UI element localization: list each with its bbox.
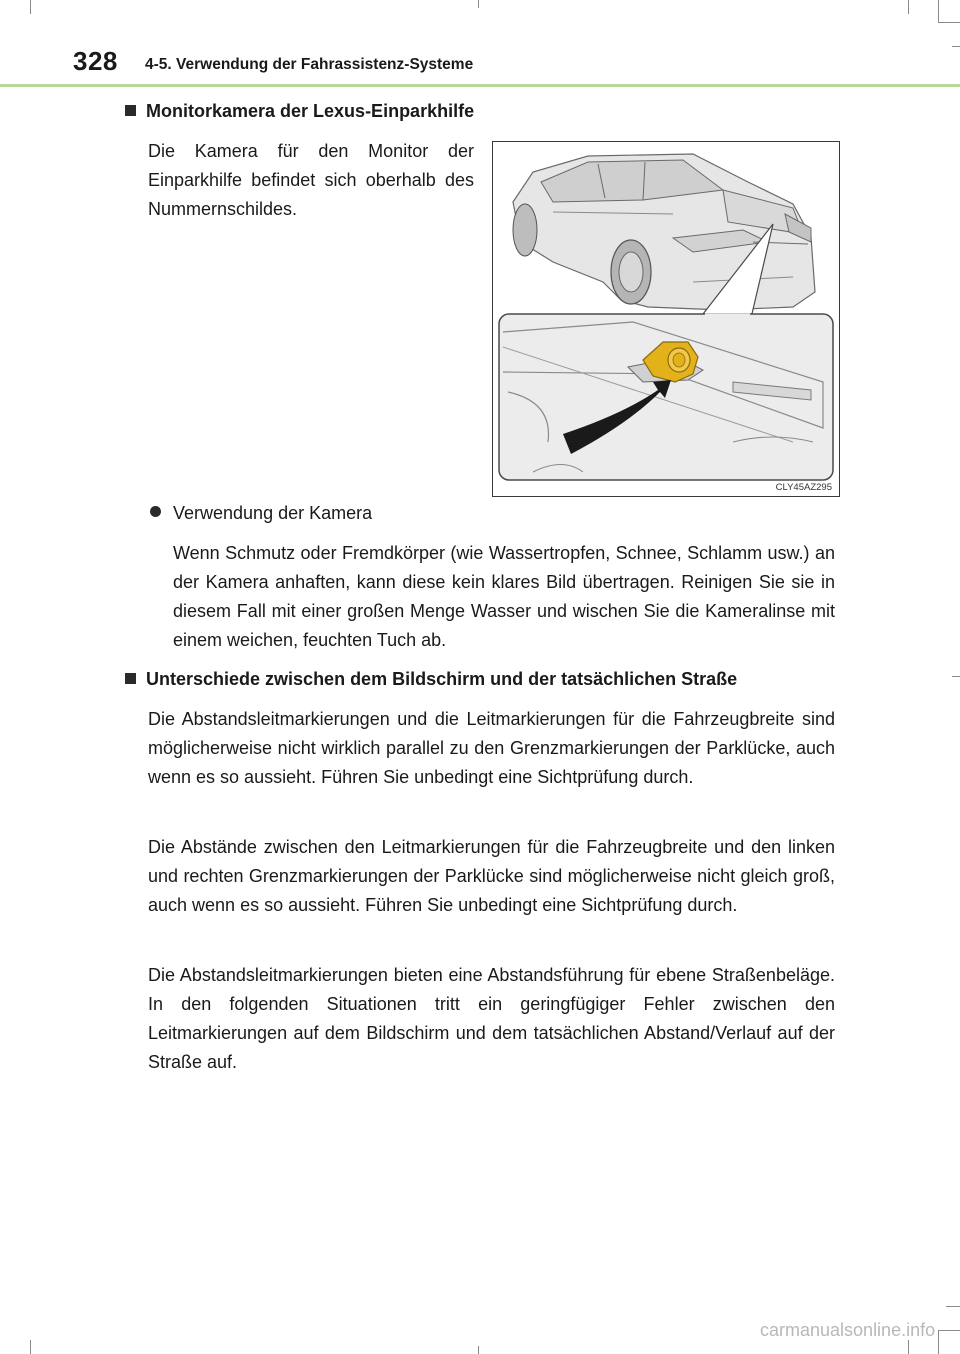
page-number: 328 [73,46,118,76]
crop-mark [952,676,960,677]
round-bullet-icon [150,506,161,517]
section-heading-differences [125,669,737,690]
watermark-text: carmanualsonline.info [760,1320,936,1340]
section-heading-text: Monitorkamera der Lexus-Einparkhilfe [146,101,475,121]
differences-paragraph-1: Die Abstandsleitmarkierungen und die Leitmarkierungen für die Fahrzeugbreite sind möglicherweise nicht wirklich parallel zu den Grenzmarkierungen der Parklücke, auch wenn es so aussieht. Führen Sie unbedingt eine Sichtprüfung durch. [148,709,835,787]
crop-mark [30,1340,31,1354]
car-rear-camera-drawing [493,142,839,496]
page-header [0,0,960,90]
header-rule [0,84,960,87]
differences-paragraph-3: Die Abstandsleitmarkierungen bieten eine Abstandsführung für ebene Straßenbeläge. In den folgenden Situationen tritt ein geringfügiger Fehler zwischen den Leitmarkierungen auf dem Bildschirm und dem tatsächlichen Abstand/Verlauf auf der Straße auf. [148,965,835,1072]
figure-code: CLY45AZ295 [775,482,832,493]
crop-mark [908,1340,909,1354]
section-heading-camera [125,101,474,122]
camera-location-illustration [492,141,840,497]
camera-intro-paragraph: Die Kamera für den Monitor der Einparkhilfe befindet sich oberhalb des Nummernschildes. [148,141,474,219]
crop-mark [946,1306,960,1307]
section-heading-text: Unterschiede zwischen dem Bildschirm und der tatsächlichen Straße [146,669,738,689]
square-bullet-icon [125,673,136,684]
crop-mark [938,1330,939,1354]
crop-mark [478,1346,479,1354]
chapter-title: 4-5. Verwendung der Fahrassistenz-Systeme [145,56,474,73]
crop-mark [938,1330,960,1331]
differences-paragraph-2: Die Abstände zwischen den Leitmarkierungen für die Fahrzeugbreite und den linken und rechten Grenzmarkierungen der Parklücke sind möglicherweise nicht gleich groß, auch wenn es so aussieht. Führen Sie unbedingt eine Sichtprüfung durch. [148,837,835,915]
camera-usage-paragraph: Wenn Schmutz oder Fremdkörper (wie Wassertropfen, Schnee, Schlamm usw.) an der Kamera anhaften, kann diese kein klares Bild übertragen. Reinigen Sie sie in diesem Fall mit einer großen Menge Wasser und wischen Sie die Kameralinse mit einem weichen, feuchten Tuch ab. [173,543,835,650]
square-bullet-icon [125,105,136,116]
bullet-camera-usage [150,503,372,524]
bullet-title: Verwendung der Kamera [173,503,373,523]
